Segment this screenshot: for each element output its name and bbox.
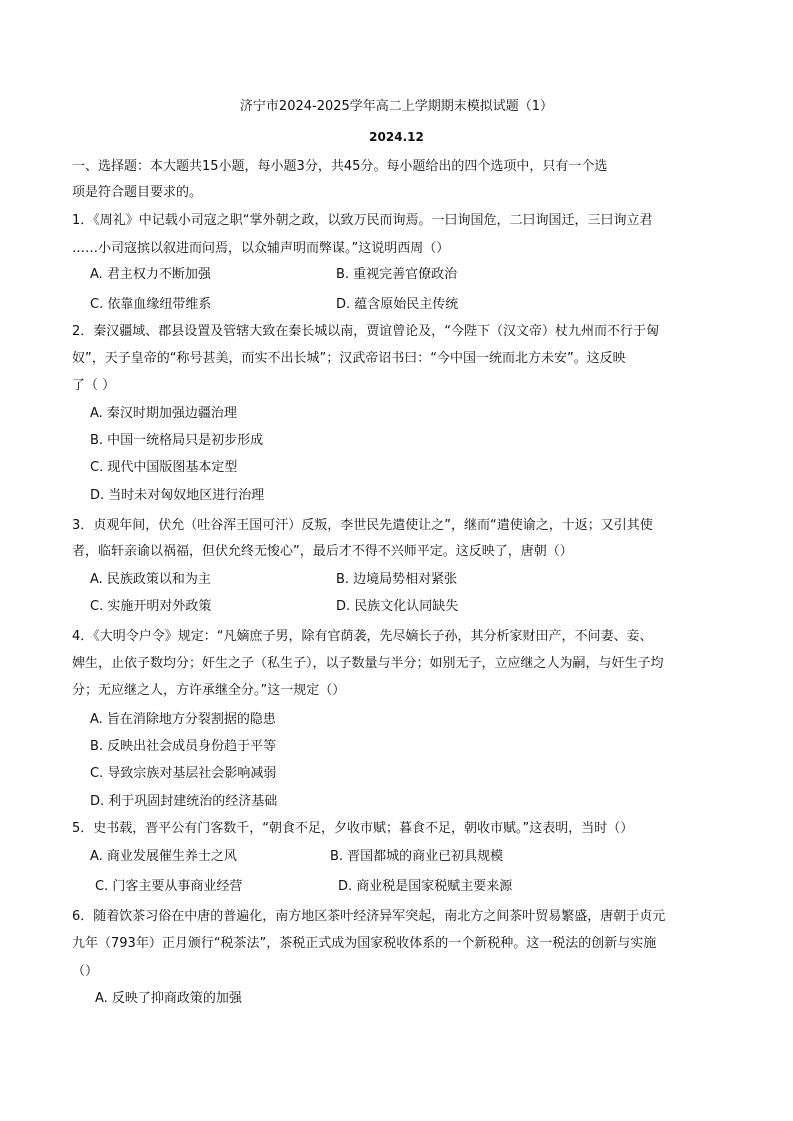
question-4-stem-end: 分；无应继之人，方许承继全分。”这一规定（）	[72, 683, 346, 698]
exam-title: 济宁市2024-2025学年高二上学期期末模拟试题（1）	[239, 99, 554, 114]
question-4-option-d: D. 利于巩固封建统治的经济基础	[90, 794, 278, 809]
question-4-stem-cont: 婢生，止依子数均分；奸生之子（私生子），以子数量与半分；如别无子，立应继之人为嗣，与奸生子均	[72, 656, 664, 671]
question-2-option-b: B. 中国一统格局只是初步形成	[90, 433, 264, 448]
question-2-option-a: A. 秦汉时期加强边疆治理	[90, 406, 237, 421]
section-instructions: 一、选择题：本大题共15小题，每小题3分，共45分。每小题给出的四个选项中，只有一个选	[72, 159, 608, 174]
question-1-option-d: D. 蕴含原始民主传统	[336, 297, 459, 312]
question-1-option-a: A. 君主权力不断加强	[90, 267, 211, 282]
question-1-option-b: B. 重视完善官僚政治	[336, 267, 458, 282]
question-6-option-a: A. 反映了抑商政策的加强	[95, 991, 242, 1006]
question-3-stem: 3．贞观年间，伏允（吐谷浑王国可汗）反叛，李世民先遣使让之”，继而“遣使谕之，十返；又引其使	[72, 518, 653, 533]
question-3-option-b: B. 边境局势相对紧张	[336, 572, 458, 587]
question-1-stem: 1．《周礼》中记载小司寇之职“掌外朝之政，以致万民而询焉。一曰询国危，二曰询国迁，三曰询立君	[72, 213, 653, 228]
section-instructions-cont: 项是符合题目要求的。	[72, 185, 203, 200]
question-5-stem: 5．史书载，晋平公有门客数千，“朝食不足，夕收市赋；暮食不足，朝收市赋。”这表明，当时（）	[72, 821, 634, 836]
question-6-stem: 6．随着饮茶习俗在中唐的普遍化，南方地区茶叶经济异军突起，南北方之间茶叶贸易繁盛，唐朝于贞元	[72, 909, 666, 924]
question-5-option-a: A. 商业发展催生养士之风	[90, 849, 237, 864]
question-1-option-c: C. 依靠血缘纽带维系	[90, 297, 212, 312]
question-4-option-a: A. 旨在消除地方分裂割据的隐患	[90, 712, 276, 727]
question-2-stem-end: 了（ ）	[72, 378, 116, 393]
question-2-stem: 2．秦汉疆域、郡县设置及管辖大致在秦长城以南，贾谊曾论及，“今陛下（汉文帝）杖九州而不行于匈	[72, 324, 660, 339]
question-5-option-d: D. 商业税是国家税赋主要来源	[338, 879, 513, 894]
question-2-option-c: C. 现代中国版图基本定型	[90, 460, 238, 475]
question-5-option-c: C. 门客主要从事商业经营	[95, 879, 243, 894]
question-6-stem-cont: 九年（793年）正月颁行“税茶法”，茶税正式成为国家税收体系的一个新税种。这一税法的创新与实施	[72, 936, 657, 951]
question-3-option-c: C. 实施开明对外政策	[90, 599, 212, 614]
question-6-stem-end: （）	[72, 964, 99, 979]
question-3-option-d: D. 民族文化认同缺失	[336, 599, 459, 614]
question-4-option-b: B. 反映出社会成员身份趋于平等	[90, 739, 277, 754]
exam-date: 2024.12	[369, 130, 424, 144]
question-4-stem: 4．《大明令户令》规定：“凡嫡庶子男，除有官荫袭，先尽嫡长子孙，其分析家财田产，不问妻、妾、	[72, 629, 653, 644]
question-3-stem-cont: 者，临轩亲谕以祸福，但伏允终无悛心”，最后才不得不兴师平定。这反映了，唐朝（）	[72, 544, 573, 559]
question-2-option-d: D. 当时未对匈奴地区进行治理	[90, 488, 265, 503]
question-5-option-b: B. 晋国都城的商业已初具规模	[330, 849, 504, 864]
question-4-option-c: C. 导致宗族对基层社会影响减弱	[90, 766, 277, 781]
question-1-stem-cont: ……小司寇摈以叙进而问焉，以众辅声明而弊谋。”这说明西周（）	[72, 241, 450, 256]
question-2-stem-cont: 奴”，天子皇帝的“称号甚美，而实不出长城”；汉武帝诏书曰：“今中国一统而北方未安”。这反映	[72, 351, 626, 366]
question-3-option-a: A. 民族政策以和为主	[90, 572, 211, 587]
